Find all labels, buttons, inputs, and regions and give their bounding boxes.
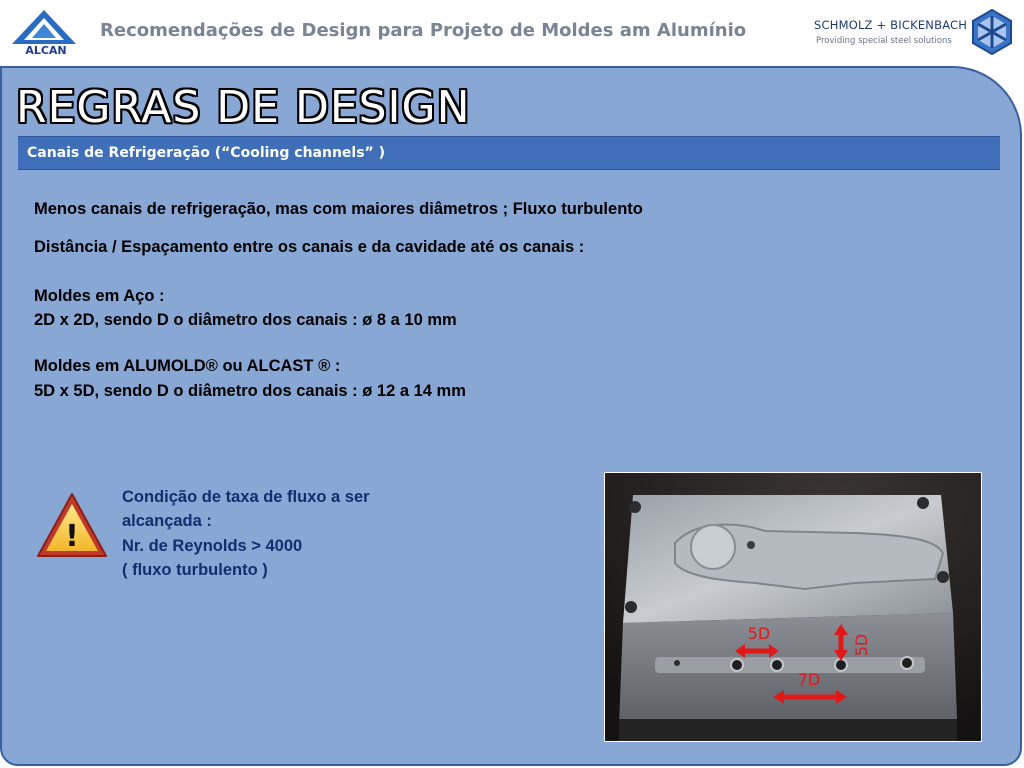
body-line-alumold-spec: 5D x 5D, sendo D o diâmetro dos canais : ø 12 a 14 mm	[34, 382, 466, 400]
body-line-steel-molds: Moldes em Aço :	[34, 287, 165, 305]
annotation-label-7d: 7D	[797, 670, 821, 689]
alcan-logo	[6, 6, 86, 56]
body-line-alumold-molds: Moldes em ALUMOLD® ou ALCAST ® :	[34, 357, 341, 375]
mold-photo	[604, 472, 982, 742]
slide-heading: REGRAS DE DESIGN	[16, 82, 471, 133]
partner-tagline: Providing special steel solutions	[816, 36, 952, 46]
callout-line-2: alcançada :	[122, 512, 212, 530]
callout-line-4: ( fluxo turbulento )	[122, 561, 268, 579]
header-title: Recomendações de Design para Projeto de Moldes am Alumínio	[100, 20, 747, 41]
header	[0, 0, 1024, 66]
alcan-logo-text: ALCAN	[25, 44, 67, 56]
warning-icon-symbol: !	[65, 519, 79, 554]
callout-line-3: Nr. de Reynolds > 4000	[122, 537, 303, 555]
body-line-fewer-channels: Menos canais de refrigeração, mas com maiores diâmetros ; Fluxo turbulento	[34, 200, 643, 218]
subtitle-text: Canais de Refrigeração (“Cooling channels” )	[27, 145, 386, 161]
annotation-label-5d-vertical: 5D	[852, 633, 871, 657]
warning-icon	[36, 490, 108, 562]
callout-line-1: Condição de taxa de fluxo a ser	[122, 488, 370, 506]
body-line-spacing: Distância / Espaçamento entre os canais e da cavidade até os canais :	[34, 238, 585, 256]
body-line-steel-spec: 2D x 2D, sendo D o diâmetro dos canais : ø 8 a 10 mm	[34, 311, 457, 329]
subtitle-bar	[18, 136, 1000, 170]
schmolz-bickenbach-logo-icon	[970, 8, 1014, 56]
mold-photo-illustration	[605, 473, 981, 741]
partner-name: SCHMOLZ + BICKENBACH	[814, 18, 968, 32]
annotation-label-5d-horizontal: 5D	[747, 624, 771, 643]
